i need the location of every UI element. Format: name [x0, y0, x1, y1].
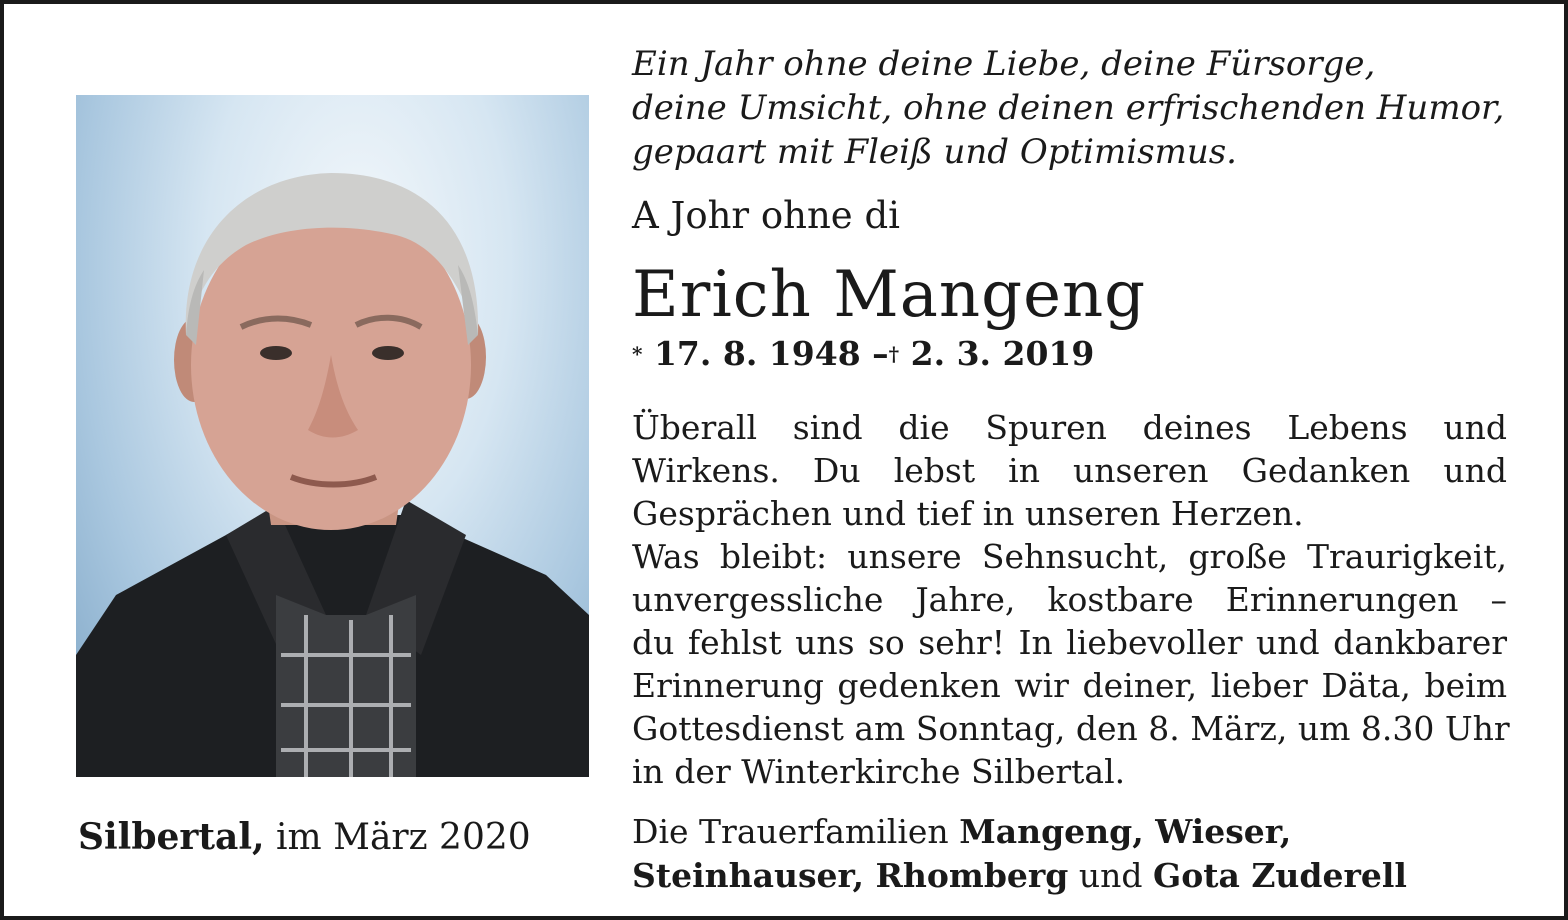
- family-connector: und: [1078, 856, 1143, 895]
- family-names: Mangeng, Wieser,: [959, 812, 1292, 851]
- life-dates: [632, 334, 1094, 373]
- date-dash: –: [872, 334, 889, 373]
- text-line: du fehlst uns so sehr! In liebevoller und dankbarer: [632, 623, 1507, 662]
- text-line: in der Winterkirche Silbertal.: [632, 752, 1126, 791]
- family-line-1: [632, 810, 1407, 854]
- family-names: Steinhauser, Rhomberg: [632, 856, 1069, 895]
- text-line: Gesprächen und tief in unseren Herzen.: [632, 494, 1304, 533]
- quote-line: deine Umsicht, ohne deinen erfrischenden Humor,: [632, 88, 1505, 128]
- text-line: Überall sind die Spuren deines Lebens und: [632, 408, 1507, 447]
- portrait-photo: [76, 95, 589, 777]
- birth-date: 17. 8. 1948: [653, 334, 861, 373]
- text-line: unvergessliche Jahre, kostbare Erinnerungen –: [632, 580, 1507, 619]
- family-intro: Die Trauerfamilien: [632, 812, 949, 851]
- text-line: Gottesdienst am Sonntag, den 8. März, um 8.30 Uhr: [632, 709, 1510, 748]
- place-town: Silbertal,: [78, 816, 265, 858]
- text-line: Was bleibt: unsere Sehnsucht, große Traurigkeit,: [632, 537, 1507, 576]
- quote-line: Ein Jahr ohne deine Liebe, deine Fürsorge,: [632, 44, 1376, 84]
- portrait-image: [76, 95, 589, 777]
- mourning-families: [632, 810, 1407, 898]
- place-date: im März 2020: [276, 817, 531, 858]
- text-line: Erinnerung gedenken wir deiner, lieber Däta, beim: [632, 666, 1507, 705]
- memorial-quote: [632, 42, 1504, 174]
- birth-symbol: *: [632, 342, 643, 366]
- family-names: Gota Zuderell: [1153, 856, 1407, 895]
- memorial-text: [632, 406, 1510, 793]
- family-line-2: [632, 854, 1407, 898]
- quote-line: gepaart mit Fleiß und Optimismus.: [632, 132, 1237, 172]
- memorial-heading: A Johr ohne di: [632, 194, 900, 237]
- text-line: Wirkens. Du lebst in unseren Gedanken und: [632, 451, 1507, 490]
- deceased-name: Erich Mangeng: [632, 258, 1147, 332]
- death-date: 2. 3. 2019: [910, 334, 1095, 373]
- death-symbol: †: [888, 342, 900, 366]
- place-date-line: [78, 816, 531, 858]
